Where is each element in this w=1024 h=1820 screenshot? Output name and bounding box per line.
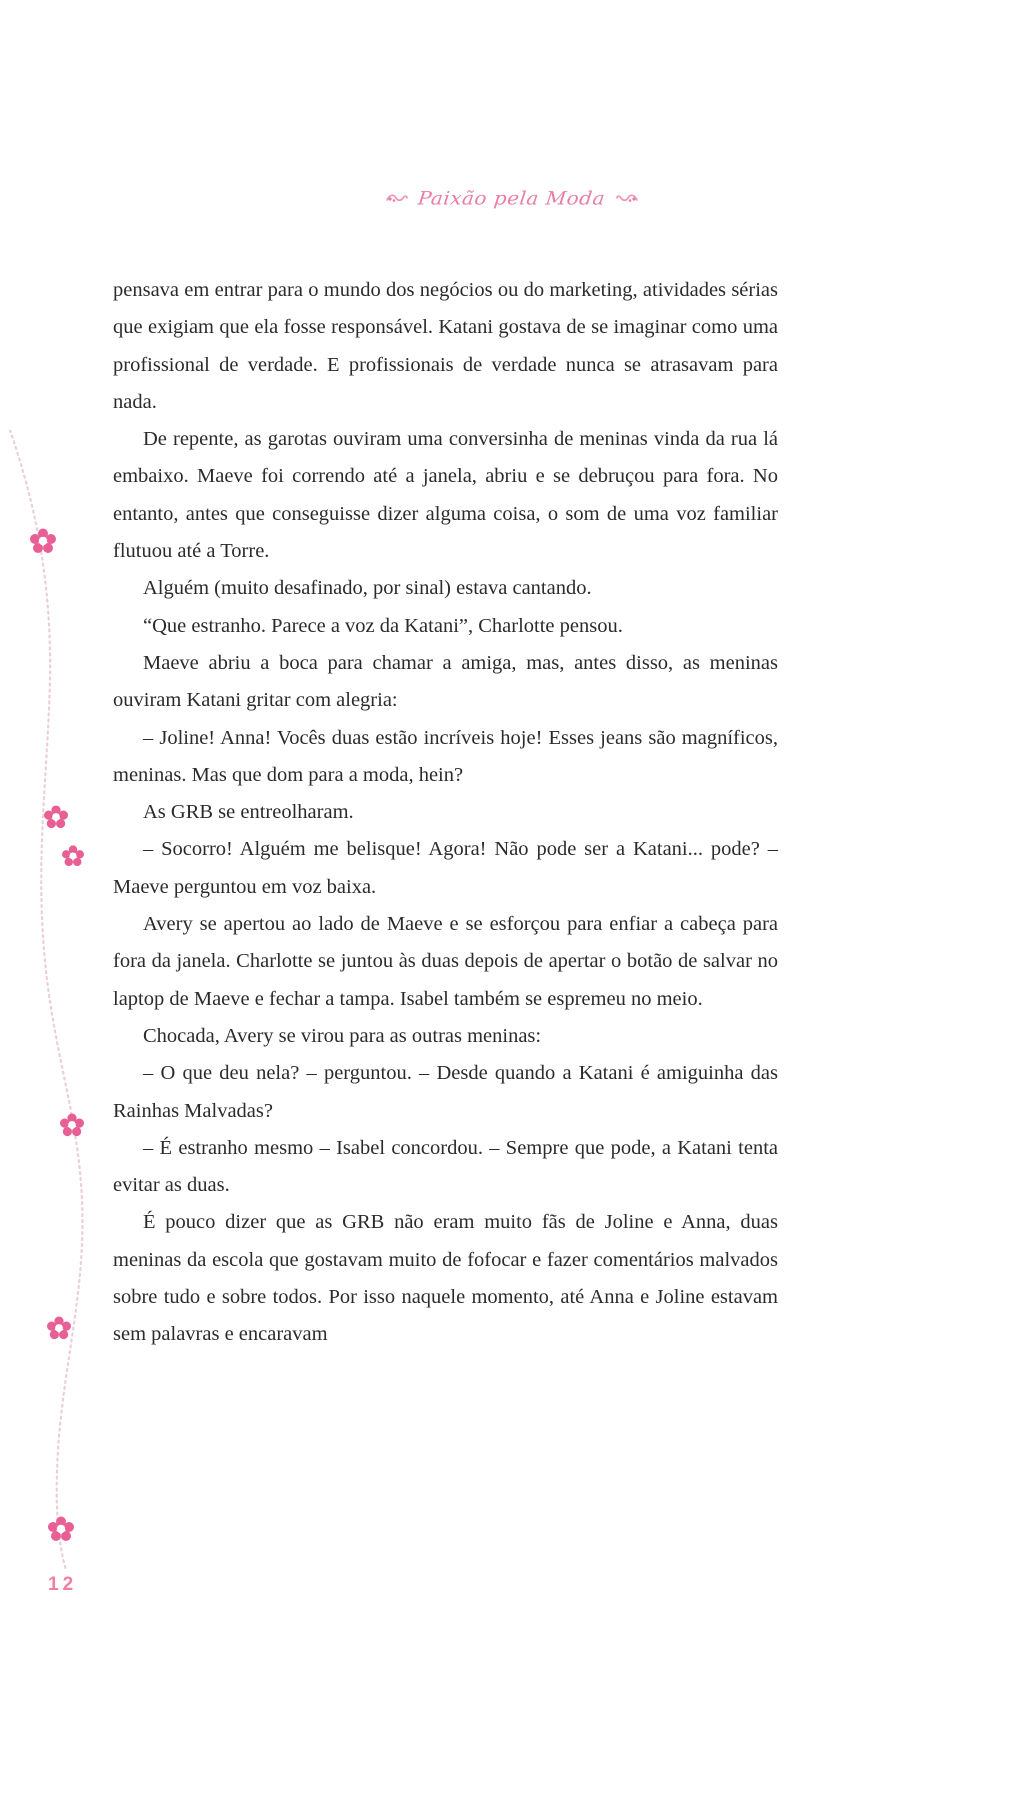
flower-icon-4 [60,1113,84,1137]
flourish-ornament-icon-left [386,192,408,204]
paragraph-1: pensava em entrar para o mundo dos negócios ou do marketing, atividades sérias que exigiam que ela fosse responsável. Katani gostava de se imaginar como uma profissional de verdade. E profissionais de verdade nunca se atrasavam para nada. [113,279,778,413]
paragraph-11: – O que deu nela? – perguntou. – Desde quando a Katani é amiguinha das Rainhas Malvadas? [113,1062,778,1122]
paragraph-10: Chocada, Avery se virou para as outras meninas: [143,1024,542,1047]
paragraph-6: – Joline! Anna! Vocês duas estão incríveis hoje! Esses jeans são magníficos, meninas. Mas que dom para a moda, hein? [113,726,778,786]
paragraph-5: Maeve abriu a boca para chamar a amiga, mas, antes disso, as meninas ouviram Katani gritar com alegria: [113,651,778,712]
paragraph-12: – É estranho mesmo – Isabel concordou. – Sempre que pode, a Katani tenta evitar as duas. [113,1136,778,1197]
paragraph-7: As GRB se entreolharam. [143,801,354,824]
paragraph-2: De repente, as garotas ouviram uma conversinha de meninas vinda da rua lá embaixo. Maeve foi correndo até a janela, abriu e se debruçou para fora. No entanto, antes que conseguisse dizer alguma coisa, o som de uma voz familiar flutuou até a Torre. [113,428,778,563]
running-head-title: Paixão pela Moda [417,186,607,210]
flower-icon-3 [62,845,84,867]
flower-icon-2 [44,805,68,829]
flourish-ornament-icon-right [616,192,638,204]
body-text-column [113,272,778,1354]
paragraph-8: – Socorro! Alguém me belisque! Agora! Não pode ser a Katani... pode? – Maeve perguntou em voz baixa. [113,838,778,898]
paragraph-4: “Que estranho. Parece a voz da Katani”, Charlotte pensou. [143,614,623,637]
paragraph-13: É pouco dizer que as GRB não eram muito fãs de Joline e Anna, duas meninas da escola que gostavam muito de fofocar e fazer comentários malvados sobre tudo e sobre todos. Por isso naquele momento, até Anna e Joline estavam sem palavras e encaravam [113,1211,778,1346]
paragraph-3: Alguém (muito desafinado, por sinal) estava cantando. [143,577,592,600]
running-head [0,186,1024,210]
flower-icon-5 [47,1316,71,1340]
page-number: 12 [48,1574,78,1595]
flower-icon-1 [30,528,56,554]
flower-icon-6 [48,1516,74,1542]
paragraph-9: Avery se apertou ao lado de Maeve e se esforçou para enfiar a cabeça para fora da janela. Charlotte se juntou às duas depois de apertar o botão de salvar no laptop de Maeve e fechar a tampa. Isabel também se espremeu no meio. [113,913,778,1010]
